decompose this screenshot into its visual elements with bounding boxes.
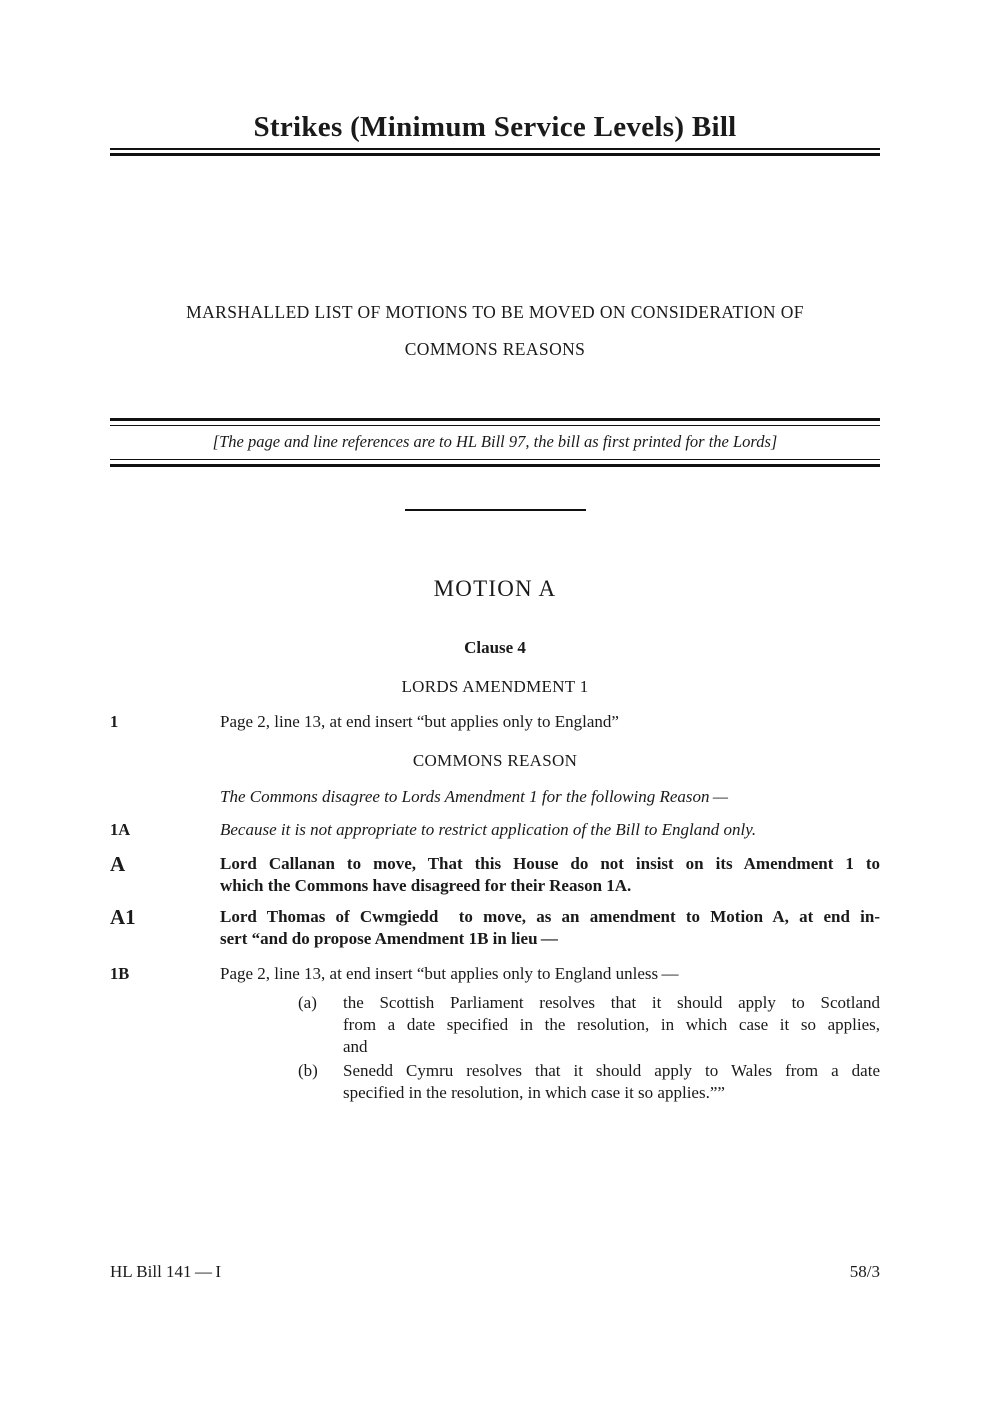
amendment-number: 1B [110,964,130,983]
sub-item-b-line2: specified in the resolution, in which case it so applies.”” [343,1083,725,1102]
clause-heading: Clause 4 [464,638,526,657]
motion-text [220,853,880,897]
sub-item-a-line1: the Scottish Parliament resolves that it should apply to Scotland [343,993,880,1012]
sub-item-text [343,1060,880,1104]
page-footer [110,1262,880,1282]
sub-item-text [343,992,880,1058]
bill-title: Strikes (Minimum Service Levels) Bill [253,111,737,143]
amendment-text: Page 2, line 13, at end insert “but applies only to England” [220,712,619,731]
sub-item-label: (a) [298,993,317,1012]
motion-text-line2: which the Commons have disagreed for their Reason 1A. [220,876,632,895]
reference-note: [The page and line references are to HL Bill 97, the bill as first printed for the Lords] [212,432,778,451]
sub-item-b [220,1060,880,1104]
amendment-item-1a [110,819,880,841]
motion-text-line2: sert “and do propose Amendment 1B in lieu — [220,929,558,948]
sub-item-a [220,992,880,1058]
amendment-text [220,963,880,1104]
motion-a-heading: MOTION A [433,576,557,601]
section-divider-rule [405,509,586,511]
motion-text-line1: Lord Thomas of Cwmgiedd to move, as an amendment to Motion A, at end in- [220,907,880,926]
notice-bottom-rule [110,459,880,467]
commons-reason-intro-row [110,786,880,808]
sub-item-b-line1: Senedd Cymru resolves that it should apply to Wales from a date [343,1061,880,1080]
amendment-item-1b [110,963,880,1104]
reference-notice-box [110,418,880,467]
motion-number: A1 [110,905,136,929]
footer-session-number: 58/3 [849,1262,880,1281]
sub-item-a-line2: from a date specified in the resolution, in which case it so applies, [343,1015,880,1034]
sub-item-a-line3: and [343,1037,368,1056]
amendment-number: 1 [110,712,119,731]
motion-a-item [110,853,880,897]
lords-amendment-heading: LORDS AMENDMENT 1 [401,677,589,696]
amendment-text: Because it is not appropriate to restrict application of the Bill to England only. [220,820,757,839]
notice-top-rule [110,418,880,426]
commons-reason-heading: COMMONS REASON [412,751,578,770]
title-double-rule [110,148,880,156]
marshalled-heading-line2: COMMONS REASONS [404,339,586,359]
sub-item-label: (b) [298,1061,318,1080]
motion-text [220,906,880,950]
marshalled-heading-line1: MARSHALLED LIST OF MOTIONS TO BE MOVED ON CONSIDERATION OF [186,302,804,322]
commons-reason-intro: The Commons disagree to Lords Amendment 1 for the following Reason — [220,787,729,806]
amendment-item-1 [110,711,880,733]
footer-bill-number: HL Bill 141 — I [110,1262,222,1281]
amendment-number: 1A [110,820,131,839]
amendment-intro-line: Page 2, line 13, at end insert “but applies only to England unless — [220,964,679,983]
motion-number: A [110,852,126,876]
marshalled-heading [110,294,880,368]
motion-a1-item [110,906,880,950]
motion-text-line1: Lord Callanan to move, That this House do not insist on its Amendment 1 to [220,854,880,873]
